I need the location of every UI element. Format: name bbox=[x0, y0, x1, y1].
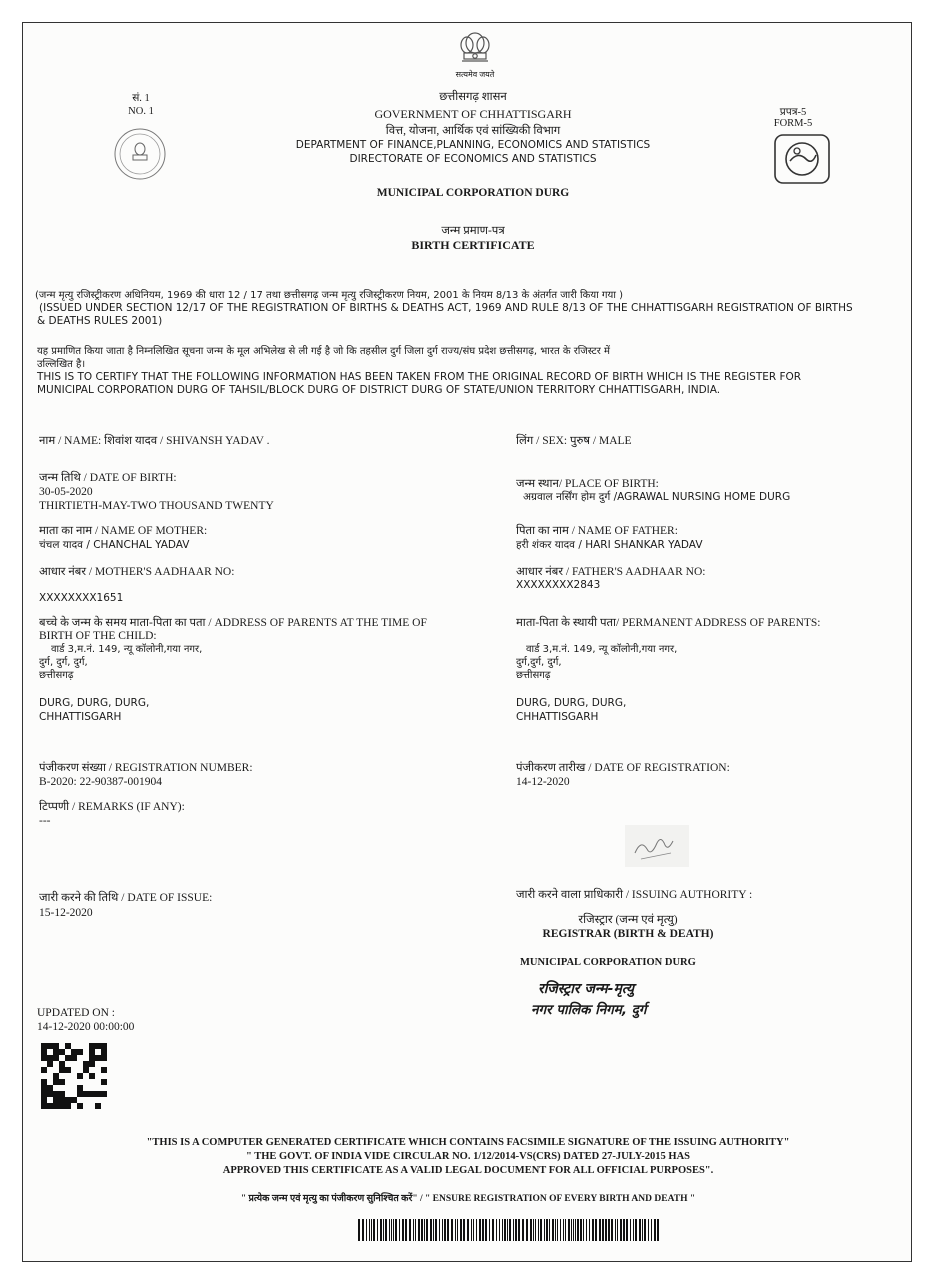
birth-address-hindi-1: वार्ड 3,म.नं. 149, न्यू कॉलोनी,गया नगर, bbox=[51, 644, 203, 655]
father-aadhaar-value: XXXXXXXX2843 bbox=[516, 579, 601, 591]
updated-label: UPDATED ON : bbox=[37, 1007, 115, 1019]
remarks-value: --- bbox=[39, 815, 51, 827]
department-hindi: वित्त, योजना, आर्थिक एवं सांख्यिकी विभाग bbox=[385, 125, 561, 137]
footer-line-3: APPROVED THIS CERTIFICATE AS A VALID LEGAL DOCUMENT FOR ALL OFFICIAL PURPOSES". bbox=[222, 1165, 714, 1176]
registrar-hindi: रजिस्ट्रार (जन्म एवं मृत्यु) bbox=[578, 914, 678, 926]
pob-label: जन्म स्थान/ PLACE OF BIRTH: bbox=[516, 478, 659, 490]
pob-value: अग्रवाल नर्सिंग होम दुर्ग /AGRAWAL NURSING HOME DURG bbox=[523, 491, 791, 503]
issued-under-line-2: & DEATHS RULES 2001) bbox=[37, 315, 163, 327]
footer-line-1: "THIS IS A COMPUTER GENERATED CERTIFICATE WHICH CONTAINS FACSIMILE SIGNATURE OF THE ISSUING AUTHORITY" bbox=[146, 1137, 790, 1148]
father-aadhaar-label: आधार नंबर / FATHER'S AADHAAR NO: bbox=[516, 566, 706, 578]
registrar-title: REGISTRAR (BIRTH & DEATH) bbox=[542, 928, 714, 940]
mother-name-label: माता का नाम / NAME OF MOTHER: bbox=[39, 525, 208, 537]
municipal-corporation: MUNICIPAL CORPORATION DURG bbox=[376, 187, 570, 199]
mother-aadhaar-value: XXXXXXXX1651 bbox=[39, 592, 124, 604]
issuing-municipal: MUNICIPAL CORPORATION DURG bbox=[520, 957, 696, 968]
permanent-address-hindi-2: दुर्ग,दुर्ग, दुर्ग, bbox=[516, 657, 562, 668]
barcode bbox=[358, 1219, 661, 1241]
issued-under-hindi: (जन्म मृत्यु रजिस्ट्रीकरण अधिनियम, 1969 की धारा 12 / 17 तथा छत्तीसगढ़ जन्म मृत्यु रजिस्ट्रीकरण नियम, 2001 के नियम 8/13 के अंतर्गत जारी किया गया ) bbox=[35, 290, 624, 301]
certify-hindi-1: यह प्रमाणित किया जाता है निम्नलिखित सूचना जन्म के मूल अभिलेख से ली गई है जो कि तहसील दुर्ग जिला दुर्ग राज्य/संघ प्रदेश छत्तीसगढ़, भारत के रजिस्टर में bbox=[37, 346, 610, 357]
directorate-name: DIRECTORATE OF ECONOMICS AND STATISTICS bbox=[349, 153, 597, 165]
mother-name-value: चंचल यादव / CHANCHAL YADAV bbox=[39, 539, 190, 551]
birth-address-hindi-2: दुर्ग, दुर्ग, दुर्ग, bbox=[39, 657, 88, 668]
crs-logo-icon bbox=[773, 133, 831, 185]
father-name-label: पिता का नाम / NAME OF FATHER: bbox=[516, 525, 678, 537]
emblem-motto: सत्यमेव जयते bbox=[455, 70, 495, 79]
dob-words: THIRTIETH-MAY-TWO THOUSAND TWENTY bbox=[39, 500, 274, 512]
mother-aadhaar-label: आधार नंबर / MOTHER'S AADHAAR NO: bbox=[39, 566, 235, 578]
state-hindi: छत्तीसगढ़ शासन bbox=[439, 91, 507, 103]
department-name: DEPARTMENT OF FINANCE,PLANNING, ECONOMICS AND STATISTICS bbox=[295, 139, 651, 151]
certificate-title: BIRTH CERTIFICATE bbox=[411, 238, 535, 252]
registration-date-label: पंजीकरण तारीख / DATE OF REGISTRATION: bbox=[516, 762, 730, 774]
registration-number-value: B-2020: 22-90387-001904 bbox=[39, 776, 162, 788]
sex: लिंग / SEX: पुरुष / MALE bbox=[516, 435, 632, 447]
form-hindi: प्रपत्र-5 bbox=[779, 107, 807, 118]
birth-address-english-2: CHHATTISGARH bbox=[39, 711, 122, 723]
remarks-label: टिप्पणी / REMARKS (IF ANY): bbox=[39, 801, 185, 813]
permanent-address-english-2: CHHATTISGARH bbox=[516, 711, 599, 723]
issue-date-value: 15-12-2020 bbox=[39, 907, 93, 919]
issue-date-label: जारी करने की तिथि / DATE OF ISSUE: bbox=[39, 892, 213, 904]
footer-ensure: " प्रत्येक जन्म एवं मृत्यु का पंजीकरण सुनिश्चित करें" / " ENSURE REGISTRATION OF EVERY BIRTH AND DEATH " bbox=[240, 1194, 696, 1204]
footer-line-2: " THE GOVT. OF INDIA VIDE CIRCULAR NO. 1/12/2014-VS(CRS) DATED 27-JULY-2015 HAS bbox=[245, 1151, 691, 1162]
birth-address-hindi-3: छत्तीसगढ़ bbox=[39, 670, 74, 681]
permanent-address-hindi-3: छत्तीसगढ़ bbox=[516, 670, 551, 681]
birth-address-label-1: बच्चे के जन्म के समय माता-पिता का पता / ADDRESS OF PARENTS AT THE TIME OF bbox=[39, 617, 427, 629]
number-hindi: सं. 1 bbox=[132, 93, 150, 104]
stamp-line-2: नगर पालिक निगम, दुर्ग bbox=[531, 1002, 647, 1018]
dob-label: जन्म तिथि / DATE OF BIRTH: bbox=[39, 472, 177, 484]
registration-date-value: 14-12-2020 bbox=[516, 776, 570, 788]
dob-value: 30-05-2020 bbox=[39, 486, 93, 498]
certificate-page bbox=[22, 22, 912, 1262]
signature-icon bbox=[623, 823, 693, 869]
seal-icon bbox=[113, 127, 167, 181]
government-name: GOVERNMENT OF CHHATTISGARH bbox=[374, 107, 572, 121]
certify-line-2: MUNICIPAL CORPORATION DURG OF TAHSIL/BLOCK DURG OF DISTRICT DURG OF STATE/UNION TERRITORY CHHATTISGARH, INDIA. bbox=[37, 384, 721, 396]
registration-number-label: पंजीकरण संख्या / REGISTRATION NUMBER: bbox=[39, 762, 253, 774]
birth-address-label-2: BIRTH OF THE CHILD: bbox=[39, 630, 157, 642]
birth-address-english-1: DURG, DURG, DURG, bbox=[39, 697, 150, 709]
number-english: NO. 1 bbox=[128, 106, 154, 117]
permanent-address-english-1: DURG, DURG, DURG, bbox=[516, 697, 627, 709]
permanent-address-label: माता-पिता के स्थायी पता/ PERMANENT ADDRESS OF PARENTS: bbox=[516, 617, 821, 629]
certify-hindi-2: उल्लिखित है। bbox=[37, 359, 86, 370]
stamp-line-1: रजिस्ट्रार जन्म-मृत्यु bbox=[538, 981, 635, 997]
father-name-value: हरी शंकर यादव / HARI SHANKAR YADAV bbox=[516, 539, 703, 551]
qr-code bbox=[41, 1043, 107, 1109]
child-name: नाम / NAME: शिवांश यादव / SHIVANSH YADAV . bbox=[39, 435, 270, 447]
issuing-authority-label: जारी करने वाला प्राधिकारी / ISSUING AUTHORITY : bbox=[516, 889, 753, 901]
permanent-address-hindi-1: वार्ड 3,म.नं. 149, न्यू कॉलोनी,गया नगर, bbox=[526, 644, 678, 655]
national-emblem-icon bbox=[451, 29, 499, 73]
issued-under-line-1: (ISSUED UNDER SECTION 12/17 OF THE REGISTRATION OF BIRTHS & DEATHS ACT, 1969 AND RULE 8/13 OF THE CHHATTISGARH REGISTRATION OF BIRTHS bbox=[39, 302, 853, 314]
form-english: FORM-5 bbox=[773, 118, 813, 129]
updated-value: 14-12-2020 00:00:00 bbox=[37, 1021, 135, 1033]
certificate-title-hindi: जन्म प्रमाण-पत्र bbox=[441, 225, 505, 237]
certify-line-1: THIS IS TO CERTIFY THAT THE FOLLOWING INFORMATION HAS BEEN TAKEN FROM THE ORIGINAL RECORD OF BIRTH WHICH IS THE REGISTER FOR bbox=[37, 371, 802, 383]
